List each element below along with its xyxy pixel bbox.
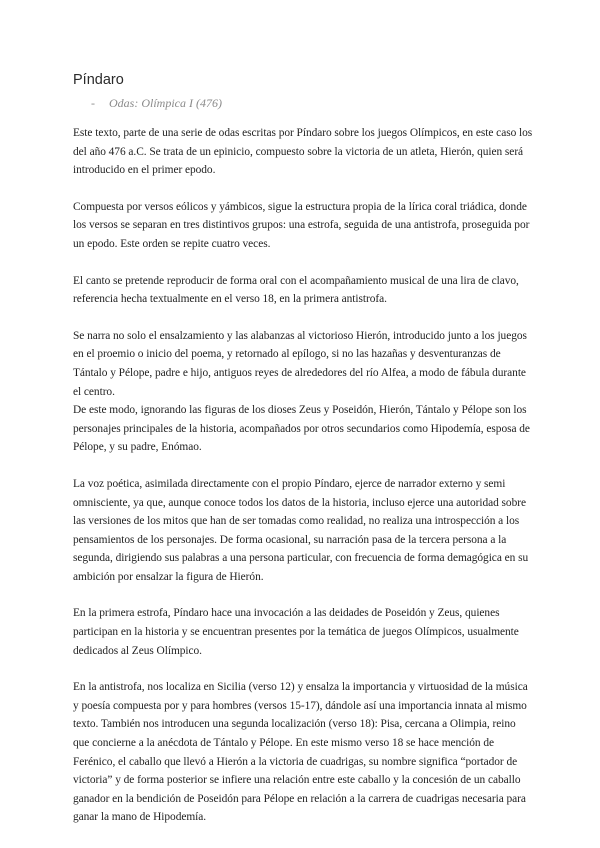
paragraph-oral-song: El canto se pretende reproducir de forma oral con el acompañamiento musical de una lira de clavo, referencia hecha textualmente en el verso 18, en la primera antistrofa. — [73, 274, 519, 306]
paragraph-poetic-voice: La voz poética, asimilada directamente con el propio Píndaro, ejerce de narrador externo y semi omnisciente, ya que, aunque conoce todos los datos de la historia, incluso ejerce una autoridad sobre las versiones de los mitos que han de ser tomadas como realidad, no realiza una introspección a los pensamientos de los personajes. De forma ocasional, su narración pasa de la tercera persona a la segunda, dirigiendo sus palabras a una persona particular, con frecuencia de forma demagógica en su ambición por ensalzar la figura de Hierón. — [73, 477, 529, 583]
document-title: Píndaro — [73, 72, 124, 88]
paragraph-antistrophe: En la antistrofa, nos localiza en Sicilia (verso 12) y ensalza la importancia y virtuosidad de la música y poesía compuesta por y para hombres (versos 15-17), dándole así una importancia innata al mismo texto. También nos introducen una segunda localización (verso 18): Pisa, cercana a Olimpia, reino que concierne a la anécdota de Tántalo y Pélope. En este mismo verso 18 se hace mención de Ferénico, el caballo que llevó a Hierón a la victoria de cuadrigas, su nombre significa “portador de victoria” y de forma posterior se infiere una relación entre este caballo y la concesión de un caballo ganador en la bendición de Poseidón para Pélope en relación a la carrera de cuadrigas necesaria para ganar la mano de Hipodemía. — [73, 681, 528, 824]
document-body — [73, 124, 533, 845]
paragraph-narration: Se narra no solo el ensalzamiento y las alabanzas al victorioso Hierón, introducido junto a los juegos en el proemio o inicio del poema, y retornado al epílogo, si no las hazañas y desventuranzas de Tántalo y Pélope, padre e hijo, antiguos reyes de alrededores del río Alfea, a modo de fábula durante el centro. — [73, 329, 527, 398]
document-subtitle — [91, 96, 222, 111]
paragraph-structure: Compuesta por versos eólicos y yámbicos, sigue la estructura propia de la lírica coral triádica, donde los versos se separan en tres distintivos grupos: una estrofa, seguida de una antistrofa, proseguida por un epodo. Este orden se repite cuatro veces. — [73, 200, 530, 250]
paragraph-first-strophe: En la primera estrofa, Píndaro hace una invocación a las deidades de Poseidón y Zeus, quienes participan en la historia y se encuentran presentes por la temática de juegos Olímpicos, usualmente dedicados al Zeus Olímpico. — [73, 607, 519, 657]
paragraph-intro: Este texto, parte de una serie de odas escritas por Píndaro sobre los juegos Olímpicos, en este caso los del año 476 a.C. Se trata de un epinicio, compuesto sobre la victoria de un atleta, Hierón, quien será introducido en el primer epodo. — [73, 127, 533, 177]
subtitle-bullet: - — [91, 96, 95, 110]
subtitle-text: Odas: Olímpica I (476) — [109, 96, 222, 110]
paragraph-characters: De este modo, ignorando las figuras de los dioses Zeus y Poseidón, Hierón, Tántalo y Pélope son los personajes principales de la historia, acompañados por otros secundarios como Hipodemía, esposa de Pélope, y su padre, Enómao. — [73, 404, 530, 454]
